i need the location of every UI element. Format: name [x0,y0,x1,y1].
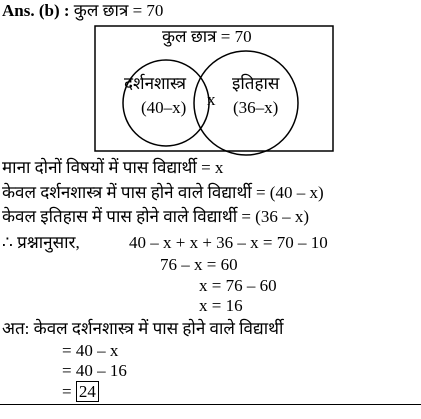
answer-label: Ans. (b) : [2,1,70,20]
only-history-line: केवल इतिहास में पास होने वाले विद्यार्थी = (36 – x) [2,207,310,226]
therefore-text: ∴ प्रश्नानुसार, [2,233,80,252]
equation-3: x = 76 – 60 [199,276,277,295]
total-students-text: कुल छात्र = 70 [73,1,164,20]
final-step [62,382,99,402]
venn-diagram [0,0,421,160]
history-label: इतिहास [232,74,280,93]
step-2: = 40 – 16 [62,361,127,380]
equals-sign: = [62,382,72,401]
equation-1: 40 – x + x + 36 – x = 70 – 10 [129,233,328,252]
assumption-line: माना दोनों विषयों में पास विद्यार्थी = x [2,158,224,177]
only-philosophy-line: केवल दर्शनशास्त्र में पास होने वाले विद्यार्थी = (40 – x) [2,183,324,202]
overlap-value: x [207,90,216,109]
philosophy-value: (40–x) [141,98,187,117]
philosophy-label: दर्शनशास्त्र [124,74,186,93]
step-1: = 40 – x [62,341,119,360]
final-answer-box: 24 [76,381,99,402]
conclusion-line: अत: केवल दर्शनशास्त्र में पास होने वाले विद्यार्थी [2,319,284,338]
equation-4: x = 16 [199,296,243,315]
history-value: (36–x) [233,98,279,117]
bottom-divider [0,404,421,405]
box-title: कुल छात्र = 70 [162,27,252,46]
equation-2: 76 – x = 60 [160,255,238,274]
